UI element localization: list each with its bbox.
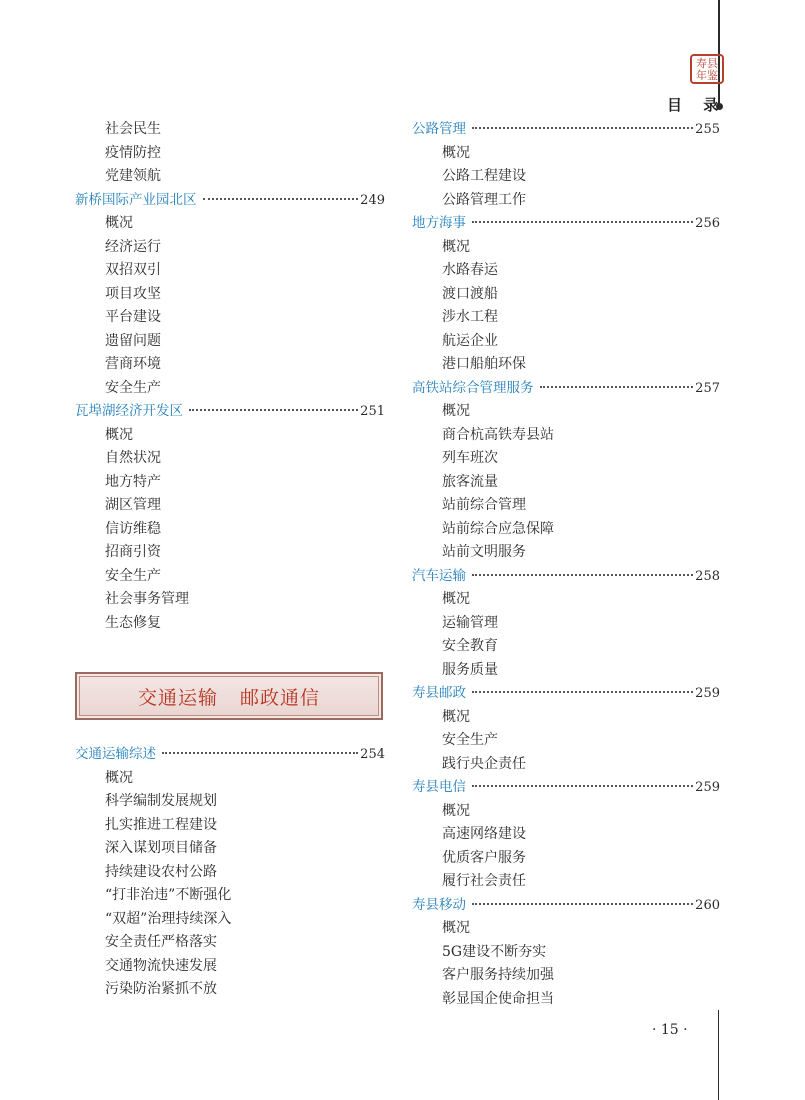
toc-subentry[interactable]: 安全生产 xyxy=(105,379,161,396)
toc-subentry[interactable]: 站前综合应急保障 xyxy=(442,520,554,537)
toc-subentry[interactable]: 社会民生 xyxy=(105,121,161,137)
toc-subentry[interactable]: 科学编制发展规划 xyxy=(105,793,217,809)
toc-left-column-lower xyxy=(75,743,385,1002)
toc-subentry[interactable]: 社会事务管理 xyxy=(105,591,189,607)
toc-subentry[interactable]: 践行央企责任 xyxy=(442,755,526,772)
toc-subentry[interactable]: 履行社会责任 xyxy=(442,873,526,889)
yearbook-seal-logo: 寿县年鉴 xyxy=(690,54,724,84)
toc-heading-title: 寿县移动 xyxy=(412,896,466,913)
toc-subentry[interactable]: 安全责任严格落实 xyxy=(105,934,217,950)
toc-subentry[interactable]: 商合杭高铁寿县站 xyxy=(442,426,554,443)
dot-leader xyxy=(162,752,358,754)
toc-heading-title: 交通运输综述 xyxy=(75,746,156,762)
toc-subentry[interactable]: 污染防治紧抓不放 xyxy=(105,981,217,997)
toc-subentry[interactable]: 自然状况 xyxy=(105,450,161,466)
toc-subentry[interactable]: 优质客户服务 xyxy=(442,849,526,866)
toc-subentry[interactable]: 扎实推进工程建设 xyxy=(105,816,217,833)
toc-page-number: 260 xyxy=(695,897,720,913)
toc-heading-title: 瓦埠湖经济开发区 xyxy=(75,403,183,419)
toc-subentry[interactable]: 疫情防控 xyxy=(105,144,161,161)
toc-subentry[interactable]: 安全教育 xyxy=(442,638,498,654)
toc-page-number: 255 xyxy=(695,122,720,137)
toc-subentry[interactable]: 概况 xyxy=(442,802,470,819)
toc-subentry[interactable]: “双超”治理持续深入 xyxy=(105,910,232,927)
page-number: · 15 · xyxy=(652,1022,688,1038)
toc-subentry[interactable]: 彰显国企使命担当 xyxy=(442,990,554,1007)
toc-subentry[interactable]: 运输管理 xyxy=(442,614,498,631)
toc-subentry[interactable]: 信访维稳 xyxy=(105,520,161,537)
dot-leader xyxy=(472,691,693,693)
toc-heading-entry[interactable] xyxy=(412,894,720,918)
toc-subentry[interactable]: 项目攻坚 xyxy=(105,285,161,302)
dot-leader xyxy=(472,221,693,223)
banner-title-part1: 交通运输 xyxy=(137,686,218,709)
toc-page-number: 249 xyxy=(360,192,385,208)
toc-heading-title: 地方海事 xyxy=(412,215,466,231)
toc-subentry[interactable]: “打非治违”不断强化 xyxy=(105,887,232,903)
toc-page-number: 251 xyxy=(360,404,385,419)
toc-heading-entry[interactable] xyxy=(75,400,385,424)
margin-rule-bottom xyxy=(718,1010,719,1100)
toc-right-column xyxy=(412,118,720,1011)
toc-subentry[interactable]: 概况 xyxy=(105,215,133,231)
toc-subentry[interactable]: 概况 xyxy=(442,403,470,419)
toc-heading-entry[interactable] xyxy=(75,743,385,767)
toc-subentry[interactable]: 公路管理工作 xyxy=(442,191,526,208)
banner-title-part2: 邮政通信 xyxy=(240,686,321,709)
toc-subentry[interactable]: 安全生产 xyxy=(442,732,498,748)
toc-subentry[interactable]: 交通物流快速发展 xyxy=(105,957,217,974)
toc-subentry[interactable]: 高速网络建设 xyxy=(442,826,526,842)
toc-subentry[interactable]: 客户服务持续加强 xyxy=(442,967,554,983)
toc-subentry[interactable]: 营商环境 xyxy=(105,356,161,372)
toc-subentry[interactable]: 5G建设不断夯实 xyxy=(442,943,547,960)
dot-leader xyxy=(472,127,693,129)
toc-subentry[interactable]: 生态修复 xyxy=(105,614,161,631)
dot-leader xyxy=(472,903,693,905)
toc-subentry[interactable]: 概况 xyxy=(105,769,133,786)
toc-subentry[interactable]: 党建领航 xyxy=(105,168,161,184)
dot-leader xyxy=(472,785,693,787)
toc-subentry[interactable]: 平台建设 xyxy=(105,309,161,325)
toc-page-number: 258 xyxy=(695,568,720,584)
dot-leader xyxy=(540,386,694,388)
toc-heading-entry[interactable] xyxy=(412,565,720,589)
toc-subentry[interactable]: 概况 xyxy=(442,920,470,936)
banner-frame xyxy=(75,672,383,720)
toc-page-number: 259 xyxy=(695,780,720,795)
toc-heading-title: 寿县电信 xyxy=(412,779,466,795)
toc-subentry[interactable]: 概况 xyxy=(442,238,470,255)
toc-subentry[interactable]: 双招双引 xyxy=(105,262,161,278)
toc-subentry[interactable]: 遗留问题 xyxy=(105,332,161,349)
toc-subentry[interactable]: 概况 xyxy=(442,708,470,725)
toc-subentry[interactable]: 渡口渡船 xyxy=(442,285,498,302)
toc-subentry[interactable]: 深入谋划项目储备 xyxy=(105,840,217,856)
toc-heading-entry[interactable] xyxy=(412,682,720,706)
toc-subentry[interactable]: 航运企业 xyxy=(442,332,498,349)
toc-subentry[interactable]: 经济运行 xyxy=(105,238,161,255)
toc-subentry[interactable]: 公路工程建设 xyxy=(442,168,526,184)
toc-subentry[interactable]: 站前综合管理 xyxy=(442,497,526,513)
dot-leader xyxy=(189,409,358,411)
toc-heading-entry[interactable] xyxy=(412,776,720,800)
dot-leader xyxy=(472,574,693,576)
toc-page-number: 256 xyxy=(695,216,720,231)
toc-subentry[interactable]: 概况 xyxy=(105,426,133,443)
toc-heading-title: 高铁站综合管理服务 xyxy=(412,379,534,396)
toc-heading-title: 汽车运输 xyxy=(412,567,466,584)
toc-page-number: 259 xyxy=(695,686,720,701)
toc-subentry[interactable]: 地方特产 xyxy=(105,473,161,490)
dot-leader xyxy=(203,198,359,200)
toc-subentry[interactable]: 站前文明服务 xyxy=(442,544,526,560)
toc-page-number: 257 xyxy=(695,380,720,396)
toc-subentry[interactable]: 招商引资 xyxy=(105,544,161,560)
toc-subentry[interactable]: 列车班次 xyxy=(442,450,498,466)
section-title: 目 录 xyxy=(667,96,727,114)
toc-heading-entry[interactable] xyxy=(412,212,720,236)
toc-heading-title: 新桥国际产业园北区 xyxy=(75,191,197,208)
chapter-banner xyxy=(75,672,385,722)
toc-heading-title: 公路管理 xyxy=(412,121,466,137)
toc-subentry[interactable]: 湖区管理 xyxy=(105,497,161,513)
margin-rule-top xyxy=(718,0,720,105)
toc-subentry[interactable]: 涉水工程 xyxy=(442,309,498,325)
toc-heading-title: 寿县邮政 xyxy=(412,685,466,701)
toc-page-number: 254 xyxy=(360,747,385,762)
toc-subentry[interactable]: 港口船舶环保 xyxy=(442,356,526,372)
toc-subentry[interactable]: 水路春运 xyxy=(442,262,498,278)
toc-subentry[interactable]: 旅客流量 xyxy=(442,473,498,490)
toc-subentry[interactable]: 概况 xyxy=(442,144,470,161)
toc-heading-entry[interactable] xyxy=(412,377,720,401)
toc-left-column xyxy=(75,118,385,635)
banner-title xyxy=(138,683,320,710)
toc-subentry[interactable]: 服务质量 xyxy=(442,661,498,678)
toc-subentry[interactable]: 概况 xyxy=(442,591,470,607)
toc-heading-entry[interactable] xyxy=(75,189,385,213)
toc-subentry[interactable]: 持续建设农村公路 xyxy=(105,863,217,880)
toc-heading-entry[interactable] xyxy=(412,118,720,142)
toc-subentry[interactable]: 安全生产 xyxy=(105,567,161,584)
